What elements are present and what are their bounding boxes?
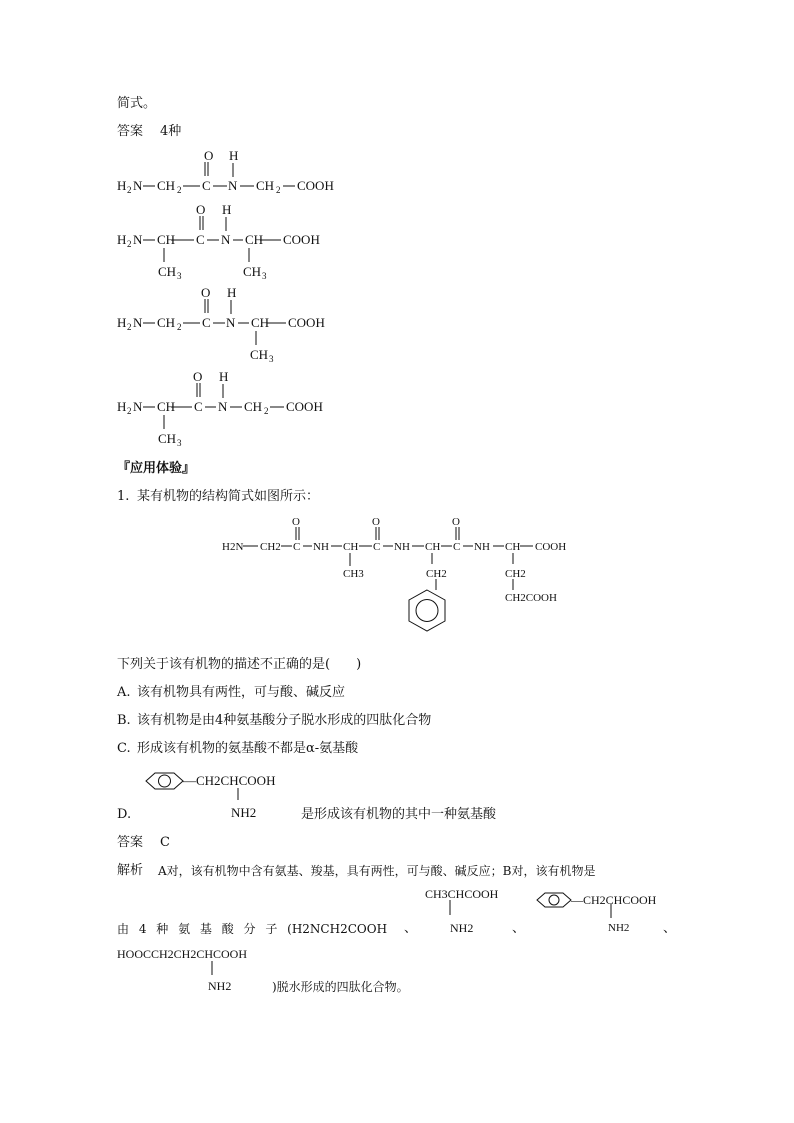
dp4-COOH: COOH	[286, 399, 323, 414]
dp2-H2N-N: N	[133, 232, 143, 247]
tp-H2N: H2N	[222, 541, 244, 553]
tp-O1: O	[292, 516, 300, 528]
dp3-N: N	[226, 315, 236, 330]
dp2-COOH: COOH	[283, 232, 320, 247]
dp2-O: O	[196, 202, 206, 217]
option-a-label: A.	[117, 685, 131, 700]
tp-CH2: CH2	[260, 541, 281, 553]
phe-bottom: NH2	[608, 922, 630, 934]
dp4-CH2-sub: 2	[264, 406, 269, 416]
dp2-CH3a-sub: 3	[177, 271, 182, 281]
dp3-CH2: CH	[157, 315, 176, 330]
option-c-label: C.	[117, 741, 131, 756]
dp2-CH: CH	[157, 232, 176, 247]
dp1-N: N	[228, 178, 238, 193]
analysis-sep3: 、	[663, 921, 677, 936]
analysis-line2-prefix: 由 4 种 氨 基 酸 分 子 (H2NCH2COOH	[117, 922, 388, 936]
question-prompt: 下列关于该有机物的描述不正确的是( )	[117, 657, 362, 672]
dp4-O: O	[193, 369, 203, 384]
dp2-H2N-H: H	[117, 232, 127, 247]
intro-prefix: 简式。	[117, 96, 157, 111]
dp4-H2N-H: H	[117, 399, 127, 414]
dp2-C: C	[196, 232, 205, 247]
option-a-text: 该有机物具有两性，可与酸、碱反应	[137, 685, 346, 700]
dp4-CH2: CH	[244, 399, 263, 414]
section-heading: 『应用体验』	[117, 461, 196, 476]
dp3-CH2-sub: 2	[177, 322, 182, 332]
dp2-N: N	[221, 232, 231, 247]
option-d-label: D.	[117, 807, 132, 822]
dp3-H: H	[227, 285, 237, 300]
tp-C3: C	[453, 541, 461, 553]
dp4-CH3-sub: 3	[177, 438, 182, 448]
dp2-H2N-2: 2	[127, 239, 132, 249]
option-b-text: 该有机物是由4种氨基酸分子脱水形成的四肽化合物	[137, 713, 432, 728]
option-d-top: —CH2CHCOOH	[183, 773, 276, 788]
glu-bottom: NH2	[208, 979, 232, 993]
tp-COOH: COOH	[535, 541, 567, 553]
dp4-H2N-N: N	[133, 399, 143, 414]
dp1-COOH: COOH	[297, 178, 334, 193]
dp3-H2N-H: H	[117, 315, 127, 330]
dp1-H2N-N: N	[133, 178, 143, 193]
analysis-sep1: 、	[404, 921, 418, 936]
dp2-CH-b: CH	[245, 232, 264, 247]
tp-CH-c: CH	[505, 541, 521, 553]
dp4-N: N	[218, 399, 228, 414]
dp4-H2N-2: 2	[127, 406, 132, 416]
dp4-CH3: CH	[158, 431, 177, 446]
dp1-CH2-sub: 2	[177, 185, 182, 195]
dp2-CH3b-sub: 3	[262, 271, 267, 281]
dp3-COOH: COOH	[288, 315, 325, 330]
dp4-CH: CH	[157, 399, 176, 414]
intro-answer-value: 4种	[160, 124, 182, 139]
dp4-C: C	[194, 399, 203, 414]
analysis-label: 解析	[117, 863, 144, 878]
dp3-CH3: CH	[250, 347, 269, 362]
tp-CH2-benzyl: CH2	[426, 568, 447, 580]
dp1-O: O	[204, 148, 214, 163]
tp-NH3: NH	[474, 541, 490, 553]
dp3-O: O	[201, 285, 211, 300]
tp-CH2-glu: CH2	[505, 568, 526, 580]
option-d-text: 是形成该有机物的其中一种氨基酸	[301, 807, 497, 822]
alanine-bottom: NH2	[450, 921, 474, 935]
dp1-H2N-H: H	[117, 178, 127, 193]
answer-value: C	[160, 835, 170, 850]
dp2-CH3b: CH	[243, 264, 262, 279]
analysis-line1: A对，该有机物中含有氨基、羧基，具有两性，可与酸、碱反应；B对，该有机物是	[158, 864, 596, 878]
analysis-sep2: 、	[512, 921, 526, 936]
dp4-H: H	[219, 369, 229, 384]
analysis-line3-suffix: )脱水形成的四肽化合物。	[272, 980, 409, 994]
tp-O3: O	[452, 516, 460, 528]
dp3-H2N-2: 2	[127, 322, 132, 332]
option-b-label: B.	[117, 713, 131, 728]
dp1-CH2b: CH	[256, 178, 275, 193]
option-d-bottom: NH2	[231, 805, 257, 820]
tp-CH3: CH3	[343, 568, 364, 580]
answer-label: 答案	[117, 835, 144, 850]
glu-top: HOOCCH2CH2CHCOOH	[117, 947, 248, 961]
option-c-text: 形成该有机物的氨基酸不都是α-氨基酸	[137, 741, 359, 756]
tp-O2: O	[372, 516, 380, 528]
dp2-H: H	[222, 202, 232, 217]
dp3-C: C	[202, 315, 211, 330]
question-number: 1.	[117, 489, 130, 504]
tp-CH-b: CH	[425, 541, 441, 553]
tp-NH2: NH	[394, 541, 410, 553]
dp1-CH2b-sub: 2	[276, 185, 281, 195]
dp2-CH3a: CH	[158, 264, 177, 279]
dp3-CH: CH	[251, 315, 270, 330]
tp-CH-a: CH	[343, 541, 359, 553]
dp1-H: H	[229, 148, 239, 163]
tp-NH1: NH	[313, 541, 329, 553]
question-stem: 某有机物的结构简式如图所示：	[137, 489, 320, 504]
phe-top: —CH2CHCOOH	[571, 893, 657, 907]
dp1-CH2: CH	[157, 178, 176, 193]
dp3-H2N-N: N	[133, 315, 143, 330]
alanine-top: CH3CHCOOH	[425, 887, 499, 901]
intro-answer-label: 答案	[117, 124, 144, 139]
tp-C1: C	[293, 541, 301, 553]
dp1-H2N-2: 2	[127, 185, 132, 195]
tp-CH2COOH: CH2COOH	[505, 592, 557, 604]
dp3-CH3-sub: 3	[269, 354, 274, 364]
dp1-C: C	[202, 178, 211, 193]
tp-C2: C	[373, 541, 381, 553]
